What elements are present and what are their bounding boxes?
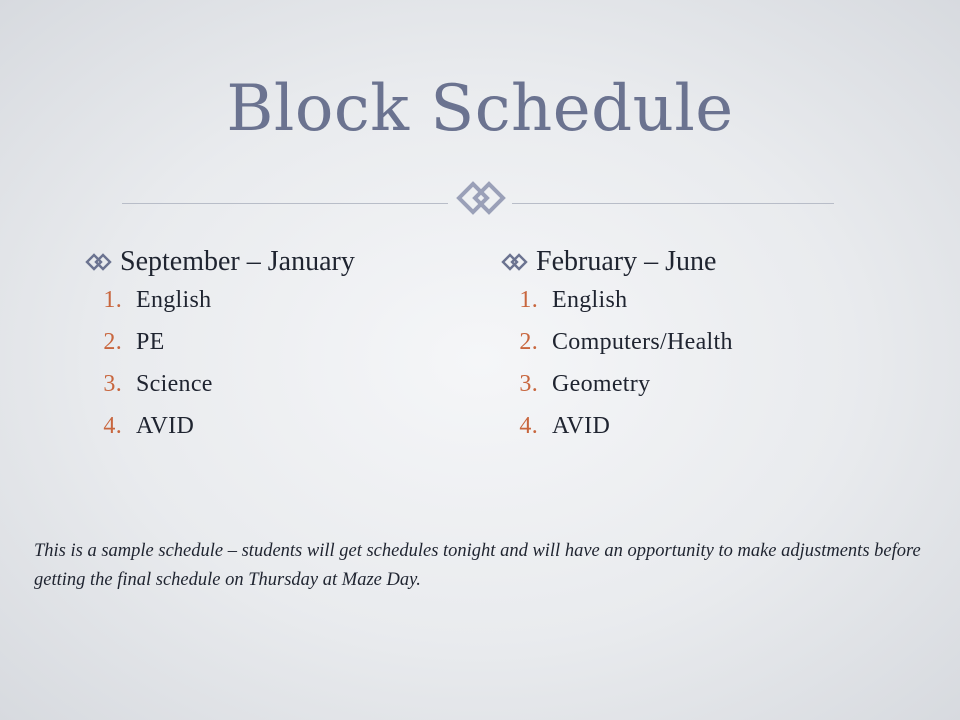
course-list xyxy=(84,287,355,455)
column-heading xyxy=(84,244,355,280)
list-number: 3. xyxy=(103,371,122,397)
list-number: 1. xyxy=(103,287,122,313)
course-name: English xyxy=(136,287,212,313)
course-name: PE xyxy=(136,329,165,355)
list-item xyxy=(500,329,733,371)
list-number: 3. xyxy=(519,371,538,397)
list-number: 2. xyxy=(103,329,122,355)
list-number: 4. xyxy=(103,413,122,439)
title-divider-right xyxy=(512,203,834,204)
schedule-note: This is a sample schedule – students will get schedules tonight and will have an opportunity to make adjustments before getting the final schedule on Thursday at Maze Day. xyxy=(34,541,921,590)
list-item xyxy=(84,413,355,455)
double-diamond-bullet-icon xyxy=(500,251,530,273)
course-name: English xyxy=(552,287,628,313)
double-diamond-bullet-icon xyxy=(84,251,114,273)
title-divider-left xyxy=(122,203,448,204)
course-name: AVID xyxy=(136,413,195,439)
schedule-column-fall xyxy=(84,244,355,455)
list-item xyxy=(500,371,733,413)
course-name: Science xyxy=(136,371,213,397)
course-name: Computers/Health xyxy=(552,329,733,355)
course-list xyxy=(500,287,733,455)
list-item xyxy=(84,329,355,371)
slide-title: Block Schedule xyxy=(226,72,734,146)
list-item xyxy=(500,413,733,455)
list-number: 1. xyxy=(519,287,538,313)
list-number: 4. xyxy=(519,413,538,439)
schedule-column-spring xyxy=(500,244,733,455)
course-name: AVID xyxy=(552,413,611,439)
column-heading-text: February – June xyxy=(536,246,717,277)
column-heading xyxy=(500,244,733,280)
list-item xyxy=(84,287,355,329)
course-name: Geometry xyxy=(552,371,651,397)
list-item xyxy=(84,371,355,413)
list-number: 2. xyxy=(519,329,538,355)
column-heading-text: September – January xyxy=(120,246,355,277)
double-diamond-ornament-icon xyxy=(449,178,511,218)
list-item xyxy=(500,287,733,329)
